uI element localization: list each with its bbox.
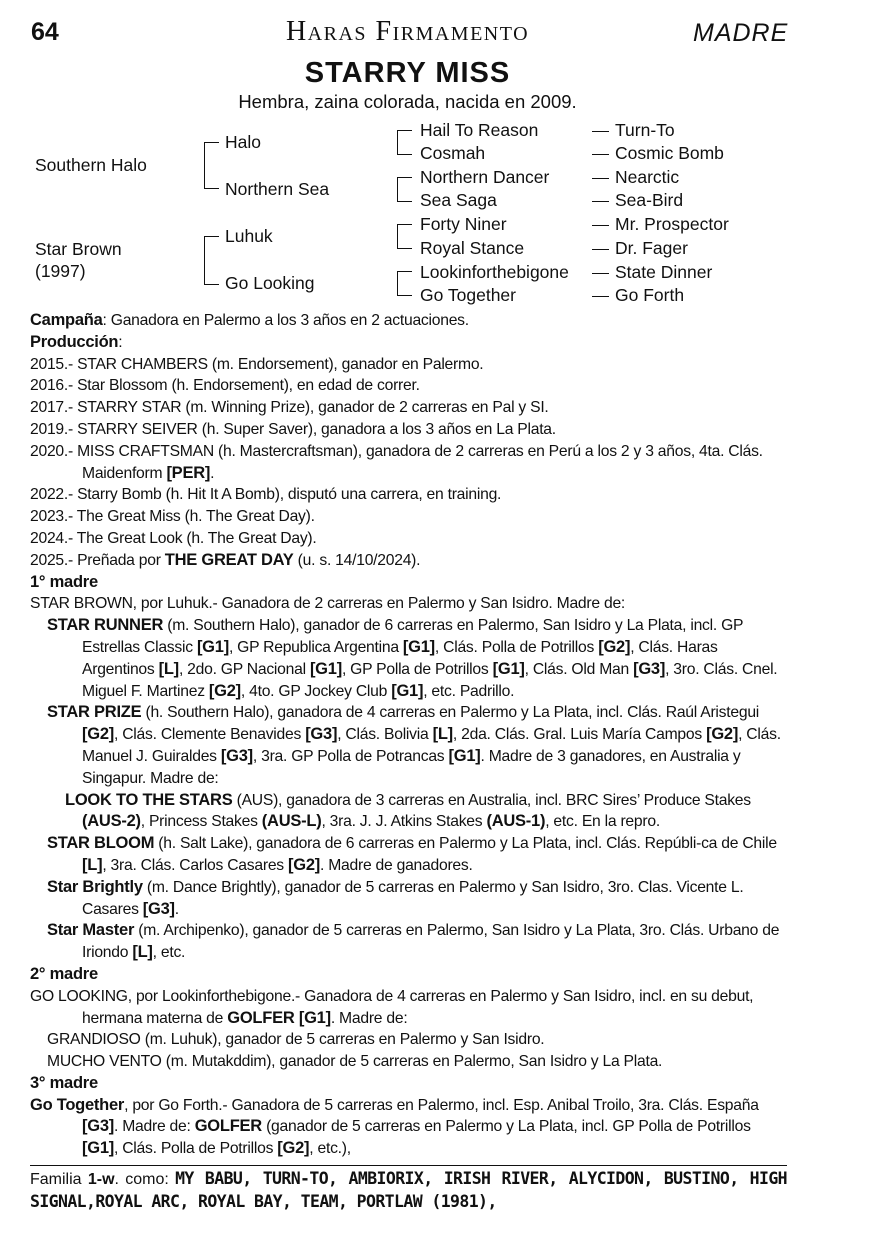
familia-list: MY BABU, TURN-TO, AMBIORIX, IRISH RIVER, ALYCIDON, BUSTINO, HIGH SIGNAL,ROYAL ARC, ROYAL BAY, TEAM, PORTLAW (1981), [30, 1169, 788, 1211]
offspring-entry: LOOK TO THE STARS (AUS), ganadora de 3 carreras en Australia, incl. BRC Sires’ Produce Stakes (AUS-2), Princess Stakes (AUS-L), 3ra. J. J. Atkins Stakes (AUS-1), etc. En la repro. [65, 790, 751, 831]
pedigree-gen4: Mr. Prospector [615, 214, 729, 234]
horse-description: Hembra, zaina colorada, nacida en 2009. [238, 91, 577, 112]
pedigree-sire: Southern Halo [35, 155, 147, 175]
haras-title: Haras Firmamento [285, 16, 530, 47]
pedigree-gen2: Go Looking [225, 273, 315, 293]
bracket [397, 271, 412, 296]
bracket [397, 130, 412, 155]
production-item: 2016.- Star Blossom (h. Endorsement), en edad de correr. [30, 377, 420, 395]
campana-label: Campaña [30, 311, 103, 329]
familia-line: Familia 1-w. como: MY BABU, TURN-TO, AMBIORIX, IRISH RIVER, ALYCIDON, BUSTINO, HIGH SIGNAL,ROYAL ARC, ROYAL BAY, TEAM, PORTLAW (1981), [30, 1169, 788, 1211]
bracket [204, 236, 219, 285]
pedigree-gen4: Nearctic [615, 167, 680, 187]
pedigree-gen4: Dr. Fager [615, 238, 688, 258]
pedigree-gen4: State Dinner [615, 262, 713, 282]
pedigree-gen3: Hail To Reason [420, 120, 539, 140]
dash [592, 131, 609, 132]
offspring-entry: GRANDIOSO (m. Luhuk), ganador de 5 carreras en Palermo y San Isidro. [47, 1031, 545, 1049]
offspring-entry: Star Master (m. Archipenko), ganador de 5 carreras en Palermo, San Isidro y La Plata, 3ro. Clás. Urbano de Iriondo [L], etc. [47, 921, 780, 962]
bracket [204, 142, 219, 189]
offspring-entry: STAR PRIZE (h. Southern Halo), ganadora de 4 carreras en Palermo y La Plata, incl. Clás. Raúl Aristegui [G2], Clás. Clemente Benavides [G3], Clás. Bolivia [L], 2da. Clás. Gral. Luis María Campos [G2], Clás. Manuel J. Guiraldes [G3], 3ra. GP Polla de Potrancas [G1]. Madre de 3 ganadores, en Australia y Singapur. Madre de: [47, 703, 781, 787]
produccion-heading: Producción: [30, 332, 123, 351]
offspring-entry: Star Brightly (m. Dance Brightly), ganador de 5 carreras en Palermo y San Isidro, 3ro. Clas. Vicente L. Casares [G3]. [47, 877, 744, 918]
pedigree-gen3: Go Together [420, 285, 516, 305]
production-item: 2025.- Preñada por THE GREAT DAY (u. s. 14/10/2024). [30, 550, 421, 569]
pedigree-gen2: Northern Sea [225, 179, 330, 199]
pedigree-gen4: Cosmic Bomb [615, 143, 724, 163]
dash [592, 249, 609, 250]
offspring-entry: STAR BLOOM (h. Salt Lake), ganadora de 6 carreras en Palermo y La Plata, incl. Clás. Repúbli-ca de Chile [L], 3ra. Clás. Carlos Casares [G2]. Madre de ganadores. [47, 834, 777, 874]
dash [592, 225, 609, 226]
offspring-entry: MUCHO VENTO (m. Mutakddim), ganador de 5 carreras en Palermo, San Isidro y La Plata. [47, 1053, 663, 1071]
pedigree-gen3: Forty Niner [420, 214, 507, 234]
madre2-intro: GO LOOKING, por Lookinforthebigone.- Ganadora de 4 carreras en Palermo y San Isidro, incl. en su debut, hermana materna de GOLFER [G1]. Madre de: [30, 987, 754, 1027]
pedigree-gen2: Luhuk [225, 226, 273, 246]
dash [592, 296, 609, 297]
pedigree-gen2: Halo [225, 132, 261, 152]
bracket [397, 224, 412, 249]
pedigree-dam: Star Brown [35, 239, 122, 259]
pedigree-gen3: Lookinforthebigone [420, 262, 569, 282]
production-item: 2015.- STAR CHAMBERS (m. Endorsement), ganador en Palermo. [30, 355, 484, 373]
pedigree-gen4: Sea-Bird [615, 190, 684, 210]
madre1-heading: 1° madre [30, 572, 98, 591]
madre2-heading: 2° madre [30, 964, 98, 983]
madre3-intro: Go Together, por Go Forth.- Ganadora de 5 carreras en Palermo, incl. Esp. Anibal Troilo, 3ra. Clás. España [G3]. Madre de: GOLFER (ganador de 5 carreras en Palermo y La Plata, incl. GP Polla de Potrillos [G1], Clás. Polla de Potrillos [G2], etc.), [30, 1095, 759, 1158]
madre1-intro: STAR BROWN, por Luhuk.- Ganadora de 2 carreras en Palermo y San Isidro. Madre de: [30, 595, 626, 613]
pedigree-gen3: Royal Stance [420, 238, 525, 258]
dash [592, 178, 609, 179]
section-label: MADRE [693, 19, 789, 47]
catalog-body [30, 310, 790, 1160]
bracket [397, 177, 412, 202]
production-item: 2017.- STARRY STAR (m. Winning Prize), ganador de 2 carreras en Pal y SI. [30, 399, 549, 417]
campana-line: Campaña: Ganadora en Palermo a los 3 años en 2 actuaciones. [30, 311, 469, 329]
horse-name: STARRY MISS [304, 57, 511, 89]
dash [592, 273, 609, 274]
pedigree-gen4: Go Forth [615, 285, 685, 305]
divider [30, 1165, 787, 1166]
pedigree-dam-year: (1997) [35, 261, 86, 281]
pedigree-gen3: Northern Dancer [420, 167, 550, 187]
production-item: 2022.- Starry Bomb (h. Hit It A Bomb), disputó una carrera, en training. [30, 486, 502, 504]
page-number: 64 [31, 18, 59, 46]
dash [592, 201, 609, 202]
madre3-heading: 3° madre [30, 1073, 98, 1092]
pedigree-gen4: Turn-To [615, 120, 675, 140]
offspring-entry: STAR RUNNER (m. Southern Halo), ganador de 6 carreras en Palermo, San Isidro y La Plata, incl. GP Estrellas Classic [G1], GP Republica Argentina [G1], Clás. Polla de Potrillos [G2], Clás. Haras Argentinos [L], 2do. GP Nacional [G1], GP Polla de Potrillos [G1], Clás. Old Man [G3], 3ro. Clás. Cnel. Miguel F. Martinez [G2], 4to. GP Jockey Club [G1], etc. Padrillo. [47, 616, 778, 700]
pedigree-gen3: Cosmah [420, 143, 486, 163]
pedigree-gen3: Sea Saga [420, 190, 497, 210]
dash [592, 154, 609, 155]
production-item: 2020.- MISS CRAFTSMAN (h. Mastercraftsman), ganadora de 2 carreras en Perú a los 2 y 3 años, 4ta. Clás. Maidenform [PER]. [30, 442, 763, 482]
production-item: 2019.- STARRY SEIVER (h. Super Saver), ganadora a los 3 años en La Plata. [30, 420, 556, 438]
production-item: 2024.- The Great Look (h. The Great Day). [30, 529, 317, 547]
production-item: 2023.- The Great Miss (h. The Great Day). [30, 508, 315, 526]
